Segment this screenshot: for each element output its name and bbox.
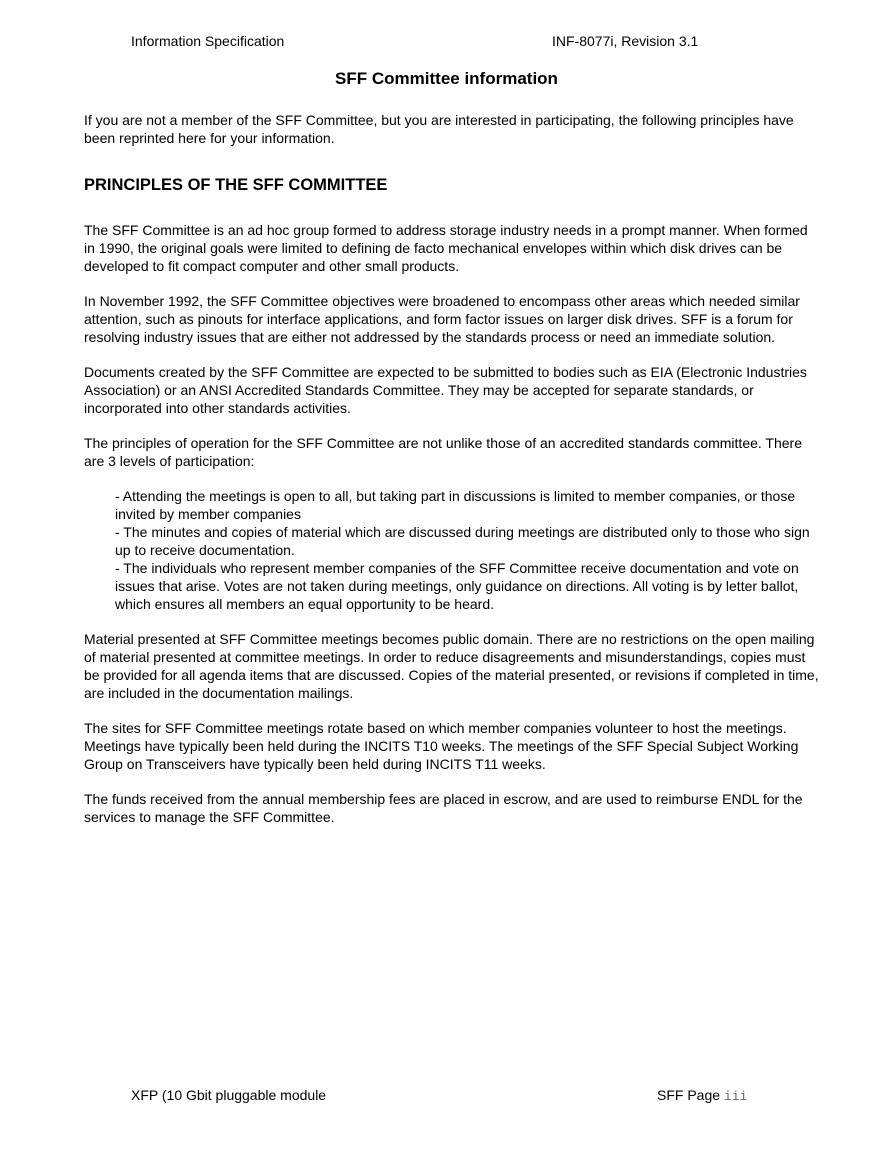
header-spec-type: Information Specification bbox=[131, 33, 285, 49]
intro-paragraph: If you are not a member of the SFF Committee, but you are interested in participating, the following principles have been reprinted here for your information. bbox=[84, 112, 794, 146]
list-item: - The individuals who represent member companies of the SFF Committee receive documentation and vote on issues that arise. Votes are not taken during meetings, only guidance on directions. All voting is by letter ballot, which ensures all members an equal opportunity to be heard. bbox=[115, 560, 799, 612]
paragraph-documents-submitted: Documents created by the SFF Committee are expected to be submitted to bodies such as EIA (Electronic Industries Association) or an ANSI Accredited Standards Committee. They may be accepted for separate standards, or incorporated into other standards activities. bbox=[84, 364, 807, 416]
list-item: - Attending the meetings is open to all, but taking part in discussions is limited to member companies, or those invited by member companies bbox=[115, 488, 796, 522]
paragraph-principles-of-operation: The principles of operation for the SFF Committee are not unlike those of an accredited standards committee. There are 3 levels of participation: bbox=[84, 435, 802, 469]
header-spec-revision: INF-8077i, Revision 3.1 bbox=[552, 33, 699, 49]
paragraph-meeting-sites: The sites for SFF Committee meetings rotate based on which member companies volunteer to host the meetings. Meetings have typically been held during the INCITS T10 weeks. The meetings of the SFF Special Subject Working Group on Transceivers have typically been held during INCITS T11 weeks. bbox=[84, 720, 799, 772]
footer-page-number: iii bbox=[723, 1089, 748, 1104]
paragraph-public-domain: Material presented at SFF Committee meetings becomes public domain. There are no restrictions on the open mailing of material presented at committee meetings. In order to reduce disagreements and misunderstandings, copies must be provided for all agenda items that are discussed. Copies of the material presented, or revisions if completed in time, are included in the documentation mailings. bbox=[84, 631, 819, 701]
paragraph-objectives-broadened: In November 1992, the SFF Committee objectives were broadened to encompass other areas which needed similar attention, such as pinouts for interface applications, and form factor issues on larger disk drives. SFF is a forum for resolving industry issues that are either not addressed by the standards process or need an immediate solution. bbox=[84, 293, 800, 345]
paragraph-membership-funds: The funds received from the annual membership fees are placed in escrow, and are used to reimburse ENDL for the services to manage the SFF Committee. bbox=[84, 791, 803, 825]
page-title: SFF Committee information bbox=[335, 69, 558, 88]
document-body bbox=[84, 111, 819, 826]
paragraph-committee-purpose: The SFF Committee is an ad hoc group formed to address storage industry needs in a prompt manner. When formed in 1990, the original goals were limited to defining de facto mechanical envelopes within which disk drives can be developed to fit compact computer and other small products. bbox=[84, 222, 808, 274]
section-heading: PRINCIPLES OF THE SFF COMMITTEE bbox=[84, 176, 388, 194]
footer-document-name: XFP (10 Gbit pluggable module bbox=[131, 1087, 327, 1103]
footer-page-label: SFF Page bbox=[657, 1087, 724, 1103]
participation-levels-list bbox=[115, 487, 819, 613]
list-item: - The minutes and copies of material which are discussed during meetings are distributed only to those who sign up to receive documentation. bbox=[115, 524, 810, 558]
footer-page-indicator bbox=[657, 1087, 747, 1105]
